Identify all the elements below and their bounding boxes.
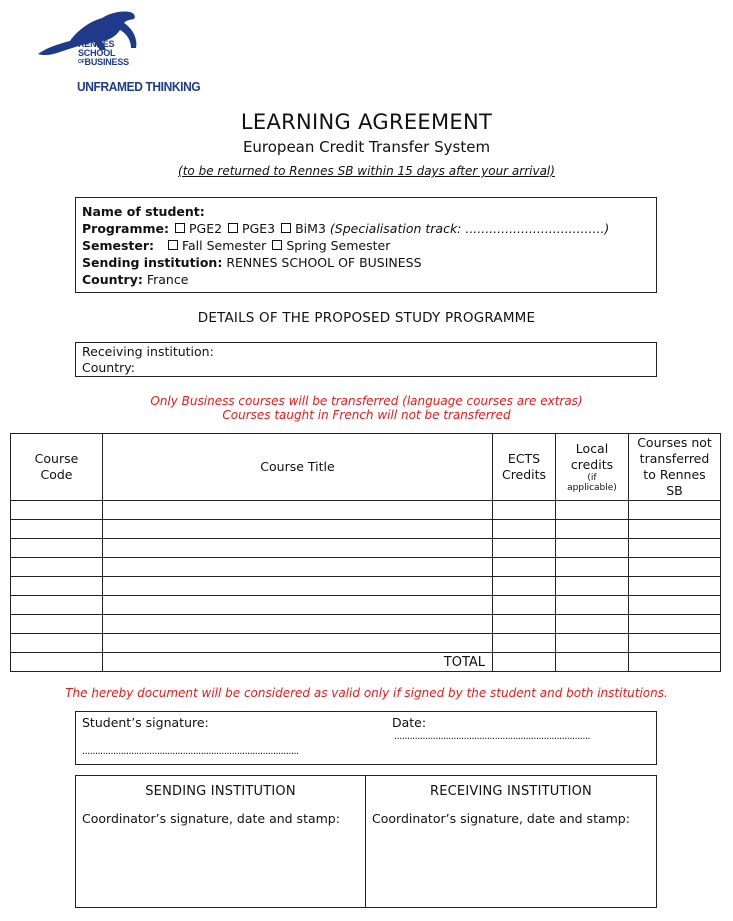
school-logo — [36, 8, 201, 94]
cell[interactable] — [556, 539, 629, 558]
checkbox-spring[interactable] — [272, 240, 282, 250]
cell[interactable] — [102, 520, 492, 539]
cell[interactable] — [628, 596, 720, 615]
cell[interactable] — [11, 634, 103, 653]
cell[interactable] — [493, 615, 556, 634]
local-credits-note: (if applicable) — [567, 473, 617, 493]
logo-line-rennes: RENNES — [78, 39, 115, 49]
student-signature-label: Student’s signature: — [82, 715, 209, 730]
total-ects-cell[interactable] — [493, 653, 556, 672]
cell[interactable] — [102, 634, 492, 653]
cell[interactable] — [628, 577, 720, 596]
option-spring: Spring Semester — [286, 238, 391, 253]
cell[interactable] — [11, 615, 103, 634]
cell — [11, 653, 103, 672]
table-header-row — [11, 434, 721, 501]
option-pge2: PGE2 — [188, 221, 223, 236]
option-bim3: BiM3 — [295, 221, 326, 236]
receiving-institution-heading: RECEIVING INSTITUTION — [429, 784, 592, 799]
checkbox-pge3[interactable] — [228, 223, 238, 233]
cell[interactable] — [11, 520, 103, 539]
cell[interactable] — [556, 634, 629, 653]
cell[interactable] — [628, 634, 720, 653]
student-name-row — [82, 203, 650, 220]
cell[interactable] — [102, 577, 492, 596]
cell[interactable] — [102, 501, 492, 520]
cell[interactable] — [556, 520, 629, 539]
receiving-country-label: Country: — [82, 360, 135, 375]
cell[interactable] — [493, 596, 556, 615]
cell[interactable] — [102, 596, 492, 615]
checkbox-pge2[interactable] — [175, 223, 185, 233]
logo-business: BUSINESS — [84, 57, 129, 67]
sending-institution-panel[interactable] — [76, 776, 366, 907]
cell[interactable] — [11, 596, 103, 615]
courses-table — [10, 433, 721, 672]
warning-line-1: Only Business courses will be transferred (language courses are extras) — [150, 394, 583, 408]
table-row — [11, 596, 721, 615]
student-info-box — [75, 197, 657, 293]
semester-row — [82, 237, 650, 254]
receiving-box — [75, 342, 657, 377]
cell[interactable] — [628, 501, 720, 520]
logo-line-school: SCHOOL — [78, 48, 116, 58]
header-course-code: Course Code — [11, 434, 103, 501]
sending-institution-heading: SENDING INSTITUTION — [145, 784, 296, 799]
table-row — [11, 577, 721, 596]
cell[interactable] — [493, 501, 556, 520]
sending-label: Sending institution: — [82, 255, 223, 270]
section-title: DETAILS OF THE PROPOSED STUDY PROGRAMME — [197, 310, 536, 326]
student-signature-box[interactable] — [75, 711, 657, 765]
header-local-credits — [556, 434, 629, 501]
warning-line-2: Courses taught in French will not be transferred — [222, 408, 511, 422]
cell[interactable] — [556, 596, 629, 615]
cell[interactable] — [556, 615, 629, 634]
programme-row — [82, 220, 650, 237]
date-label: Date: — [392, 715, 427, 730]
total-not-transferred-cell[interactable] — [628, 653, 720, 672]
cell[interactable] — [628, 615, 720, 634]
logo-of: OF — [78, 59, 85, 65]
total-local-cell[interactable] — [556, 653, 629, 672]
validity-note: The hereby document will be considered as valid only if signed by the student and both institutions. — [65, 686, 668, 700]
total-label: TOTAL — [102, 653, 492, 672]
country-label: Country: — [82, 272, 143, 287]
cell[interactable] — [11, 539, 103, 558]
table-row — [11, 634, 721, 653]
institutions-box — [75, 775, 657, 908]
header-not-transferred: Courses not transferred to Rennes SB — [628, 434, 720, 501]
cell[interactable] — [628, 520, 720, 539]
document-title: LEARNING AGREEMENT — [240, 110, 493, 134]
cell[interactable] — [11, 558, 103, 577]
cell[interactable] — [102, 615, 492, 634]
cell[interactable] — [556, 577, 629, 596]
option-pge3: PGE3 — [242, 221, 276, 236]
logo-tagline: UNFRAMED THINKING — [77, 79, 201, 94]
cell[interactable] — [628, 539, 720, 558]
logo-line-business — [78, 58, 129, 67]
student-name-label: Name of student: — [82, 204, 205, 219]
country-value: France — [146, 272, 189, 287]
date-line: ............................................................................ — [394, 731, 590, 742]
sending-row — [82, 254, 650, 271]
specialisation-track: (Specialisation track: ...................................) — [329, 221, 610, 236]
cell[interactable] — [556, 558, 629, 577]
programme-label: Programme: — [82, 221, 169, 236]
receiving-institution-label: Receiving institution: — [82, 344, 214, 359]
cell[interactable] — [102, 558, 492, 577]
checkbox-bim3[interactable] — [281, 223, 291, 233]
table-row — [11, 615, 721, 634]
return-note: (to be returned to Rennes SB within 15 days after your arrival) — [178, 164, 555, 178]
student-signature-line: .................................................................................... — [82, 746, 299, 757]
cell[interactable] — [493, 577, 556, 596]
table-row — [11, 501, 721, 520]
header-ects: ECTS Credits — [493, 434, 556, 501]
document-subtitle: European Credit Transfer System — [242, 138, 491, 156]
local-credits-label: Local credits — [570, 441, 614, 472]
table-row — [11, 520, 721, 539]
country-row — [82, 271, 650, 288]
cell[interactable] — [493, 520, 556, 539]
sending-coordinator-label: Coordinator’s signature, date and stamp: — [82, 811, 340, 826]
checkbox-fall[interactable] — [168, 240, 178, 250]
sending-value: RENNES SCHOOL OF BUSINESS — [226, 255, 422, 270]
panther-logo-icon — [36, 8, 196, 58]
cell[interactable] — [628, 558, 720, 577]
cell[interactable] — [556, 501, 629, 520]
receiving-institution-panel[interactable] — [366, 776, 656, 907]
cell[interactable] — [493, 634, 556, 653]
cell[interactable] — [11, 577, 103, 596]
header-course-title: Course Title — [102, 434, 492, 501]
cell[interactable] — [493, 558, 556, 577]
cell[interactable] — [102, 539, 492, 558]
cell[interactable] — [11, 501, 103, 520]
option-fall: Fall Semester — [181, 238, 267, 253]
receiving-coordinator-label: Coordinator’s signature, date and stamp: — [372, 811, 630, 826]
table-row — [11, 558, 721, 577]
semester-label: Semester: — [82, 238, 155, 253]
table-row — [11, 539, 721, 558]
cell[interactable] — [493, 539, 556, 558]
total-row — [11, 653, 721, 672]
